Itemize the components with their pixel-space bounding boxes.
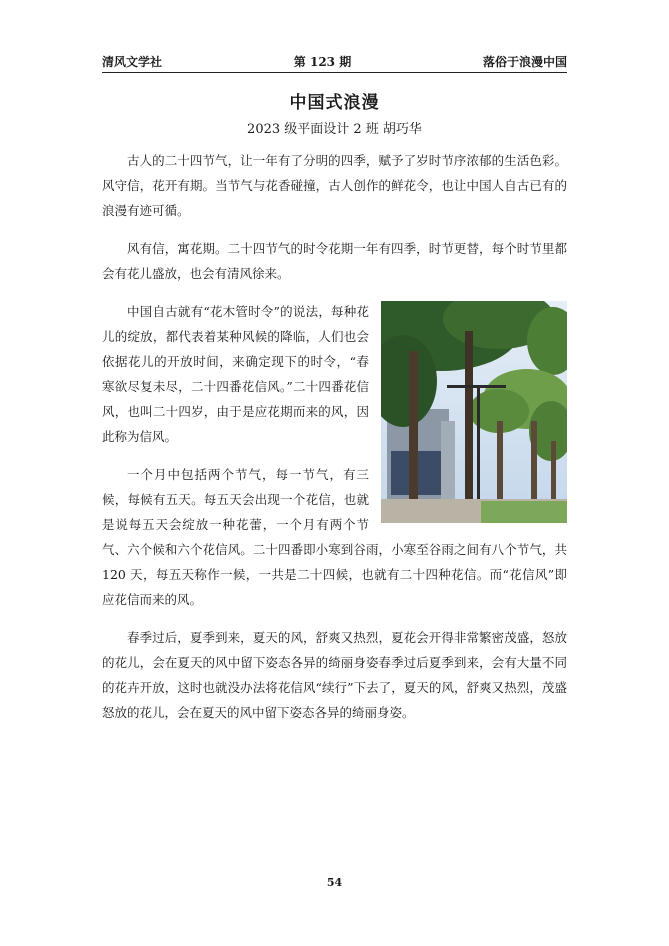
header-issue-number: 第 123 期 <box>293 55 352 69</box>
photo-trunk-left <box>409 351 418 521</box>
page-number: 54 <box>326 876 343 889</box>
article-body <box>102 148 567 738</box>
page-header <box>102 50 567 73</box>
photo-illustration <box>381 301 567 523</box>
campus-tree-photo <box>381 301 567 523</box>
photo-lamp-post <box>477 387 480 517</box>
article-paragraph-1: 古人的二十四节气，让一年有了分明的四季，赋予了岁时节序浓郁的生活色彩。风守信，花开有期。当节气与花香碰撞，古人创作的鲜花令，也让中国人自古已有的浪漫有迹可循。 <box>102 153 567 218</box>
header-publication-name: 清风文学社 <box>102 55 163 69</box>
article-paragraph-2: 风有信，寓花期。二十四节气的时令花期一年有四季，时节更替，每个时节里都会有花儿盛放，也会有清风徐来。 <box>102 241 567 281</box>
photo-trunk-center <box>465 331 473 521</box>
photo-lawn <box>481 501 567 523</box>
header-section-title: 落俗于浪漫中国 <box>482 55 567 69</box>
article-title: 中国式浪漫 <box>289 93 380 113</box>
article-paragraph-3: 中国自古就有“花木管时令”的说法，每种花儿的绽放，都代表着某种风候的降临，人们也会依据花儿的开放时间，来确定现下的时令，“春寒欲尽复未尽，二十四番花信风。”二十四番花信风，也叫二十四岁，由于是应花期而来的风，因此称为信风。 <box>102 304 369 444</box>
article-byline: 2023 级平面设计 2 班 胡巧华 <box>247 122 422 137</box>
article-paragraph-4: 一个月中包括两个节气，每一节气，有三候，每候有五天。每五天会出现一个花信，也就是说每五天会绽放一种花蕾，一个月有两个节气、六个候和六个花信风。二十四番即小寒到谷雨，小寒至谷雨之间有八个节气，共 120 天，每五天称作一候，一共是二十四候，也就有二十四种花信。而“花信风”即应花信而来的风。 <box>102 467 567 607</box>
article-paragraph-5: 春季过后，夏季到来，夏天的风，舒爽又热烈，夏花会开得非常繁密茂盛，怒放的花儿，会在夏天的风中留下姿态各异的绮丽身姿春季过后夏季到来，会有大量不同的花卉开放，这时也就没办法将花信风“续行”下去了，夏天的风，舒爽又热烈，茂盛怒放的花儿，会在夏天的风中留下姿态各异的绮丽身姿。 <box>102 630 567 720</box>
